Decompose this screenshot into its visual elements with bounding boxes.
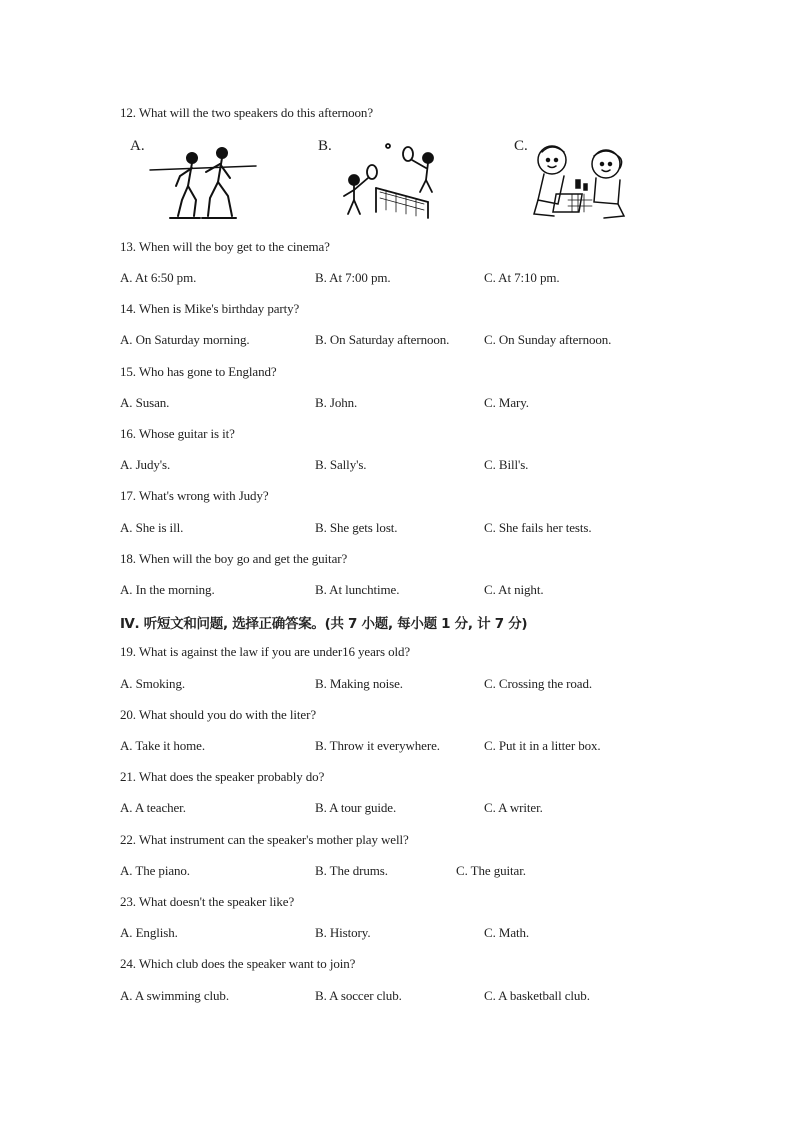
question-19: 19. What is against the law if you are under16 years old?	[120, 644, 411, 659]
option-18-b[interactable]: B. At lunchtime.	[315, 582, 400, 597]
option-20-c[interactable]: C. Put it in a litter box.	[484, 738, 601, 753]
option-22-b[interactable]: B. The drums.	[315, 863, 388, 878]
option-23-c[interactable]: C. Math.	[484, 925, 530, 940]
question-17: 17. What's wrong with Judy?	[120, 488, 269, 503]
option-15-a[interactable]: A. Susan.	[120, 395, 170, 410]
picture-label-b: B.	[318, 138, 332, 154]
section-heading: Ⅳ. 听短文和问题, 选择正确答案。(共 7 小题, 每小题 1 分, 计 7 分)	[120, 616, 528, 632]
option-22-a[interactable]: A. The piano.	[120, 863, 190, 878]
question-24: 24. Which club does the speaker want to join?	[120, 956, 356, 971]
question-13: 13. When will the boy get to the cinema?	[120, 239, 330, 254]
option-20-b[interactable]: B. Throw it everywhere.	[315, 738, 440, 753]
picture-label-a: A.	[130, 138, 145, 154]
option-15-c[interactable]: C. Mary.	[484, 395, 529, 410]
option-14-a[interactable]: A. On Saturday morning.	[120, 332, 250, 347]
option-24-b[interactable]: B. A soccer club.	[315, 988, 402, 1003]
skating-people-icon	[130, 138, 260, 224]
option-14-c[interactable]: C. On Sunday afternoon.	[484, 332, 612, 347]
option-17-b[interactable]: B. She gets lost.	[315, 520, 398, 535]
option-23-a[interactable]: A. English.	[120, 925, 178, 940]
option-18-a[interactable]: A. In the morning.	[120, 582, 215, 597]
question-12: 12. What will the two speakers do this afternoon?	[120, 105, 373, 120]
chess-children-icon	[514, 138, 638, 224]
question-16: 16. Whose guitar is it?	[120, 426, 235, 441]
option-20-a[interactable]: A. Take it home.	[120, 738, 205, 753]
option-21-a[interactable]: A. A teacher.	[120, 800, 186, 815]
question-22: 22. What instrument can the speaker's mother play well?	[120, 832, 409, 847]
option-13-c[interactable]: C. At 7:10 pm.	[484, 270, 560, 285]
picture-label-c: C.	[514, 138, 528, 154]
question-23: 23. What doesn't the speaker like?	[120, 894, 295, 909]
option-13-a[interactable]: A. At 6:50 pm.	[120, 270, 197, 285]
question-20: 20. What should you do with the liter?	[120, 707, 316, 722]
option-13-b[interactable]: B. At 7:00 pm.	[315, 270, 391, 285]
option-17-a[interactable]: A. She is ill.	[120, 520, 184, 535]
picture-option-b	[318, 138, 438, 224]
option-17-c[interactable]: C. She fails her tests.	[484, 520, 592, 535]
tennis-players-icon	[318, 138, 438, 224]
option-19-a[interactable]: A. Smoking.	[120, 676, 185, 691]
question-14: 14. When is Mike's birthday party?	[120, 301, 300, 316]
question-18: 18. When will the boy go and get the guitar?	[120, 551, 348, 566]
option-23-b[interactable]: B. History.	[315, 925, 371, 940]
option-21-c[interactable]: C. A writer.	[484, 800, 543, 815]
option-24-a[interactable]: A. A swimming club.	[120, 988, 229, 1003]
option-16-a[interactable]: A. Judy's.	[120, 457, 171, 472]
option-18-c[interactable]: C. At night.	[484, 582, 544, 597]
option-19-c[interactable]: C. Crossing the road.	[484, 676, 593, 691]
option-21-b[interactable]: B. A tour guide.	[315, 800, 397, 815]
question-21: 21. What does the speaker probably do?	[120, 769, 325, 784]
picture-option-a	[130, 138, 260, 224]
option-14-b[interactable]: B. On Saturday afternoon.	[315, 332, 450, 347]
option-19-b[interactable]: B. Making noise.	[315, 676, 403, 691]
option-16-b[interactable]: B. Sally's.	[315, 457, 367, 472]
option-24-c[interactable]: C. A basketball club.	[484, 988, 590, 1003]
option-15-b[interactable]: B. John.	[315, 395, 358, 410]
option-22-c[interactable]: C. The guitar.	[456, 863, 526, 878]
question-15: 15. Who has gone to England?	[120, 364, 277, 379]
picture-option-c	[514, 138, 638, 224]
option-16-c[interactable]: C. Bill's.	[484, 457, 529, 472]
